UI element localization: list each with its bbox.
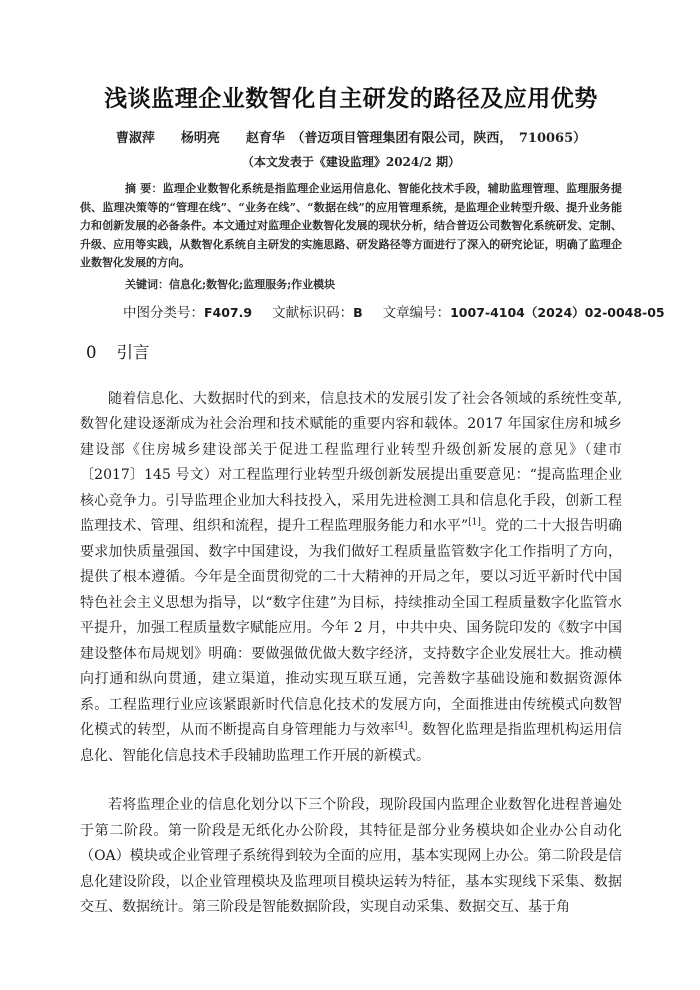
page-content: [0, 80, 700, 921]
paragraph-2: 若将监理企业的信息化划分以下三个阶段，现阶段国内监理企业数智化进程普遍处于第二阶段。第一阶段是无纸化办公阶段，其特征是部分业务模块如企业办公自动化（OA）模块或企业管理子系统得到较为全面的应用，基本实现网上办公。第二阶段是信息化建设阶段，以企业管理模块及监理项目模块运转为特征，基本实现线下采集、数据交互、数据统计。第三阶段是智能数据阶段，实现自动采集、数据交互、基于角: [80, 797, 622, 915]
affiliation: （普迈项目管理集团有限公司，陕西， 710065）: [284, 131, 587, 146]
publication-note: （本文发表于《建设监理》2024/2 期）: [241, 155, 461, 169]
author-names: 曹淑萍 杨明亮 赵育华: [115, 131, 285, 146]
classification-line: [80, 301, 665, 321]
paragraph-1-text: 。党的二十大报告明确要求加快质量强国、数字中国建设，为我们做好工程质量监管数字化工作指明了方向，提供了根本遵循。今年是全面贯彻党的二十大精神的开局之年，要以习近平新时代中国特色社会主义思想为指导，以“数字住建”为目标，持续推动全国工程质量数字化监管水平提升，加强工程质量数字赋能应用。今年 2 月，中共中央、国务院印发的《数字中国建设整体布局规划》明确：要做强做优做大数字经济，支持数字企业发展壮大。推动横向打通和纵向贯通，建立渠道，推动实现互联互通，完善数字基础设施和数据资源体系。工程监理行业应该紧跟新时代信息化技术的发展方向，全面推进由传统模式向数智化模式的转型，从而不断提高自身管理能力与效率: [80, 518, 623, 738]
paragraph-1-text: 。数智化监理是指监理机构运用信息化、智能化信息技术手段辅助监理工作开展的新模式。: [80, 722, 623, 764]
authors-line: [80, 127, 622, 146]
section-title: 引言: [116, 342, 150, 362]
section-number: 0: [86, 342, 97, 362]
paragraph-1-text: 随着信息化、大数据时代的到来，信息技术的发展引发了社会各领域的系统性变革,数智化建设逐渐成为社会治理和技术赋能的重要内容和载体。2017 年国家住房和城乡建设部《住房城乡建设部关于促进工程监理行业转型升级创新发展的意见》（建市〔2017〕145 号文）对工程监理行业转型升级创新发展提出重要意见：“提高监理企业核心竞争力。引导监理企业加大科技投入，采用先进检测工具和信息化手段，创新工程监理技术、管理、组织和流程，提升工程监理服务能力和水平”: [80, 390, 622, 534]
citation-ref-4: [4]: [394, 721, 408, 732]
abstract-block: [80, 180, 622, 273]
clc-value: F407.9: [204, 304, 253, 320]
doc-code-label: 文献标识码：: [272, 304, 354, 321]
abstract-label: 摘 要：: [125, 182, 163, 195]
abstract-text: 监理企业数智化系统是指监理企业运用信息化、智能化技术手段，辅助监理管理、监理服务提供、监理决策等的“管理在线”、“业务在线”、“数据在线”的应用管理系统，是监理企业转型升级、提升业务能力和创新发展的必备条件。本文通过对监理企业数智化发展的现状分析，结合普迈公司数智化系统研发、定制、升级、应用等实践，从数智化系统自主研发的实施思路、研发路径等方面进行了深入的研究论证，明确了监理企业数智化发展的方向。: [80, 182, 622, 269]
keywords-block: [80, 276, 622, 292]
citation-ref-1: [1]: [468, 517, 481, 528]
section-heading-0: [80, 339, 622, 363]
article-id-label: 文章编号：: [382, 304, 451, 321]
doc-code-value: B: [353, 304, 363, 320]
article-title: 浅谈监理企业数智化自主研发的路径及应用优势: [104, 85, 598, 112]
keywords-text: 信息化;数智化;监理服务;作业模块: [169, 277, 336, 291]
keywords-label: 关键词：: [125, 277, 169, 291]
paragraph-1: [80, 387, 622, 770]
clc-label: 中图分类号：: [123, 304, 204, 321]
article-id-value: 1007-4104（2024）02-0048-05: [450, 304, 665, 320]
